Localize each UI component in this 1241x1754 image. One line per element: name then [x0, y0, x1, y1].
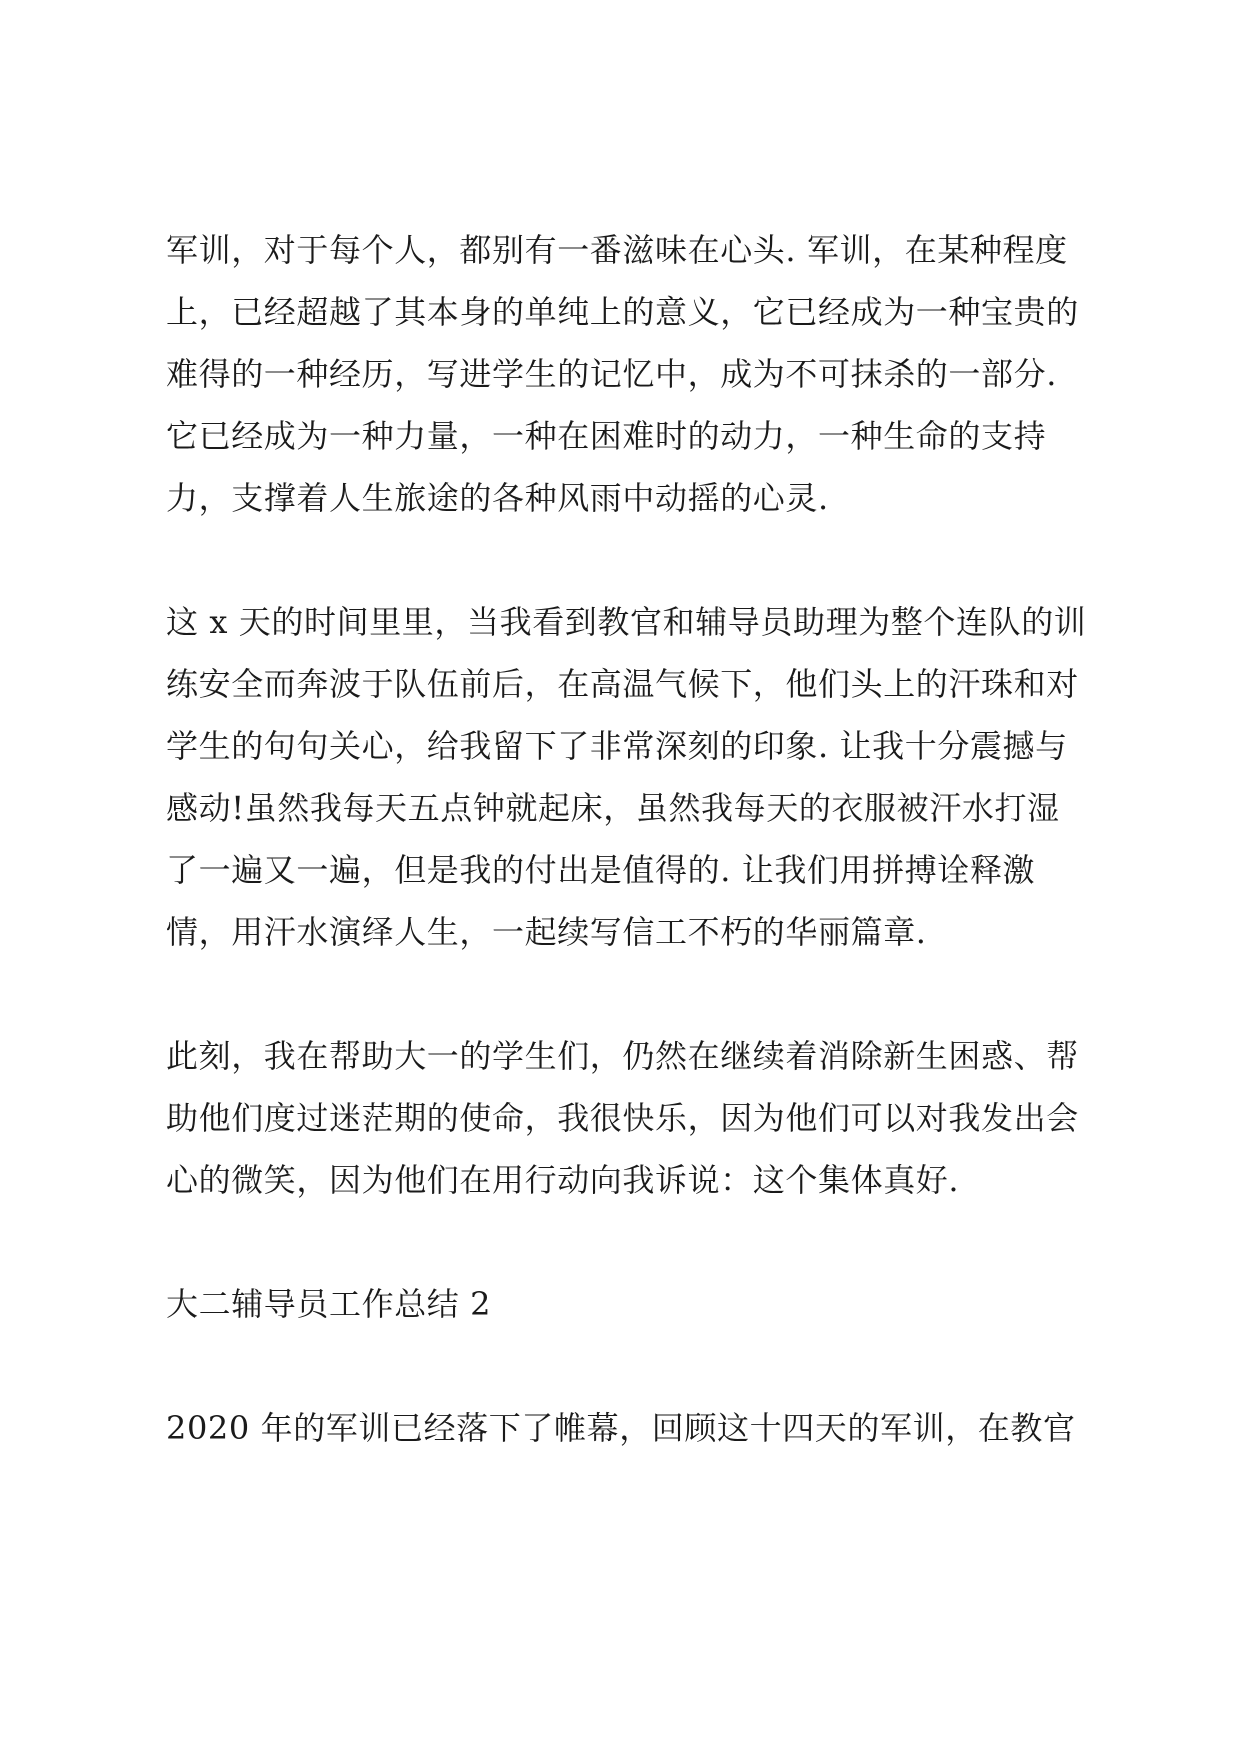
- paragraph-1-line-3: 难得的一种经历，写进学生的记忆中，成为不可抹杀的一部分.: [166, 355, 1057, 393]
- section-heading: 大二辅导员工作总结 2: [166, 1285, 492, 1323]
- paragraph-1-line-5: 力，支撑着人生旅途的各种风雨中动摇的心灵.: [166, 479, 829, 517]
- paragraph-3-line-1: 此刻，我在帮助大一的学生们，仍然在继续着消除新生困惑、帮: [166, 1037, 1079, 1075]
- paragraph-2-line-1: 这 x 天的时间里里，当我看到教官和辅导员助理为整个连队的训: [166, 603, 1087, 641]
- paragraph-2-line-3: 学生的句句关心，给我留下了非常深刻的印象. 让我十分震撼与: [166, 727, 1068, 765]
- paragraph-2-line-6: 情，用汗水演绎人生，一起续写信工不朽的华丽篇章.: [166, 913, 927, 951]
- paragraph-1-line-1: 军训，对于每个人，都别有一番滋味在心头. 军训，在某种程度: [166, 231, 1068, 269]
- paragraph-3-line-2: 助他们度过迷茫期的使命，我很快乐，因为他们可以对我发出会: [166, 1099, 1079, 1137]
- paragraph-4-line-1: 2020 年的军训已经落下了帷幕，回顾这十四天的军训，在教官: [166, 1409, 1076, 1447]
- paragraph-2-line-4: 感动!虽然我每天五点钟就起床，虽然我每天的衣服被汗水打湿: [166, 789, 1060, 827]
- paragraph-1-line-4: 它已经成为一种力量，一种在困难时的动力，一种生命的支持: [166, 417, 1047, 455]
- paragraph-3-line-3: 心的微笑，因为他们在用行动向我诉说：这个集体真好.: [166, 1161, 960, 1199]
- paragraph-2-line-2: 练安全而奔波于队伍前后，在高温气候下，他们头上的汗珠和对: [166, 665, 1079, 703]
- paragraph-1-line-2: 上，已经超越了其本身的单纯上的意义，它已经成为一种宝贵的: [166, 293, 1079, 331]
- paragraph-2-line-5: 了一遍又一遍，但是我的付出是值得的. 让我们用拼搏诠释激: [166, 851, 1036, 889]
